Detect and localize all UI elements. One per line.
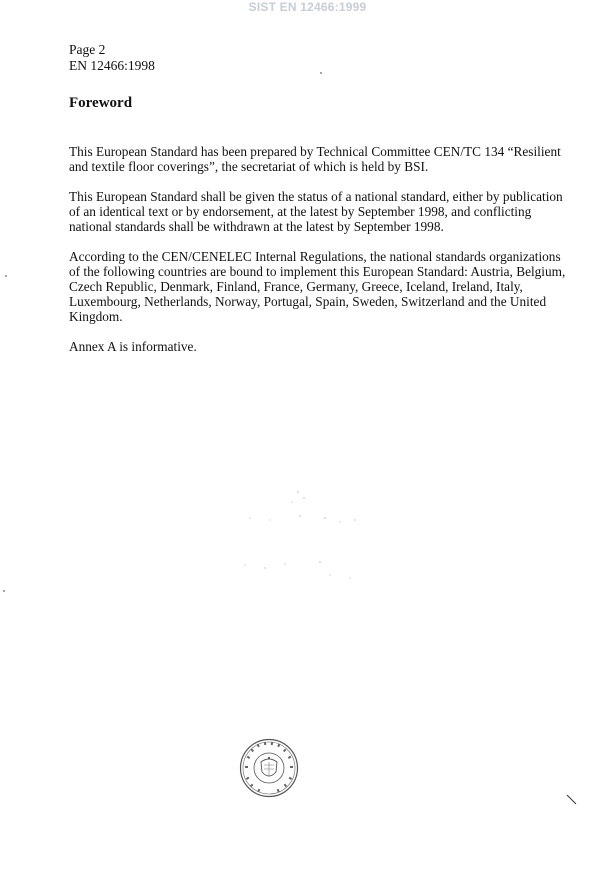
scan-speck	[3, 590, 5, 592]
paragraph-3	[69, 249, 566, 324]
paragraph-line: Kingdom.	[69, 309, 123, 324]
page-number: Page 2	[69, 42, 106, 57]
paragraph-line: This European Standard has been prepared by Technical Committee CEN/TC 134 “Resilient	[69, 144, 561, 159]
paragraph-line: According to the CEN/CENELEC Internal Regulations, the national standards organizations	[69, 249, 561, 264]
pen-mark	[566, 794, 578, 806]
paragraph-4	[69, 339, 549, 354]
bleed-through-marks	[230, 480, 380, 590]
paragraph-line: of an identical text or by endorsement, at the latest by September 1998, and conflicting	[69, 204, 532, 219]
paragraph-line: Luxembourg, Netherlands, Norway, Portugal, Spain, Sweden, Switzerland and the United	[69, 294, 547, 309]
scan-speck	[5, 275, 7, 277]
paragraph-line: Czech Republic, Denmark, Finland, France, Germany, Greece, Iceland, Ireland, Italy,	[69, 279, 523, 294]
watermark-header: SIST EN 12466:1999	[248, 0, 367, 14]
paragraph-line: of the following countries are bound to implement this European Standard: Austria, Belgium,	[69, 264, 566, 279]
paragraph-2	[69, 189, 563, 234]
standard-number: EN 12466:1998	[69, 58, 155, 73]
paragraph-line: This European Standard shall be given the status of a national standard, either by publication	[69, 189, 563, 204]
paragraph-line: national standards shall be withdrawn at the latest by September 1998.	[69, 219, 444, 234]
official-seal-icon	[239, 738, 299, 798]
paragraph-line: Annex A is informative.	[69, 339, 197, 354]
scan-speck	[320, 72, 322, 74]
page-header	[69, 42, 155, 74]
section-heading: Foreword	[69, 95, 133, 111]
paragraph-1	[69, 144, 561, 174]
paragraph-line: and textile floor coverings”, the secretariat of which is held by BSI.	[69, 159, 429, 174]
